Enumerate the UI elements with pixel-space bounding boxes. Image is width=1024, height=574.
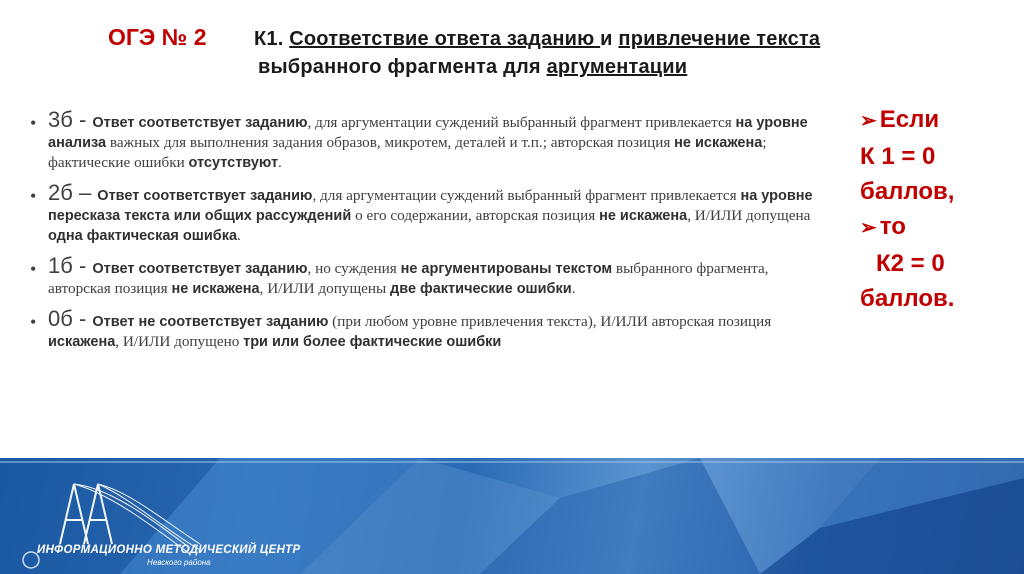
arrow-icon: ➢ xyxy=(860,110,877,132)
criterion-bold-text: Ответ соответствует заданию xyxy=(92,115,308,131)
arrow-icon: ➢ xyxy=(860,217,877,239)
title-line-1 xyxy=(254,28,820,51)
criterion-text: , И/ИЛИ допущено xyxy=(115,333,244,350)
criterion-bold-text: на уровне анализа xyxy=(48,115,808,151)
criterion-text: о его содержании, авторская позиция xyxy=(351,207,600,224)
criterion-score: 2б – xyxy=(48,180,98,205)
criterion-score: 0б - xyxy=(48,306,93,331)
bullet-dot-icon: • xyxy=(30,186,37,206)
title-part-1: Соответствие ответа заданию xyxy=(289,28,601,50)
side-note xyxy=(860,102,1010,316)
footer-banner xyxy=(0,458,1024,574)
criterion-text: . xyxy=(278,154,282,171)
criterion-bold-text: две фактические ошибки xyxy=(390,281,572,297)
title-line-2 xyxy=(258,56,687,79)
criterion-bold-text: на уровне пересказа текста или общих рассуждений xyxy=(48,188,813,224)
criterion-text: , И/ИЛИ допущены xyxy=(259,280,391,297)
oge-label: ОГЭ № 2 xyxy=(108,24,207,50)
criterion-item xyxy=(30,306,830,352)
criterion-item xyxy=(30,107,830,173)
side-line-5: К2 = 0 xyxy=(876,250,945,277)
criterion-text: . xyxy=(571,280,576,297)
criterion-text: (при любом уровне привлечения текста), И/ИЛИ авторская позиция xyxy=(328,313,772,330)
criterion-text: , для аргументации суждений выбранный фрагмент привлекается xyxy=(312,187,741,204)
criterion-text: . xyxy=(237,227,241,244)
side-line-2: К 1 = 0 xyxy=(860,143,936,170)
criterion-score: 1б - xyxy=(48,253,93,278)
side-line-4 xyxy=(860,209,1010,246)
criterion-bold-text: искажена xyxy=(48,334,116,350)
criterion-bold-text: не искажена xyxy=(674,135,763,151)
side-line-1 xyxy=(860,102,1010,139)
slide-header xyxy=(108,22,928,92)
criterion-score: 3б - xyxy=(48,107,93,132)
criterion-bold-text: не искажена xyxy=(599,208,688,224)
title-and: и xyxy=(600,28,619,50)
title-line2-part-2: аргументации xyxy=(546,56,688,78)
criterion-bold-text: отсутствуют xyxy=(188,155,279,171)
k1-prefix: К1. xyxy=(254,28,290,50)
criterion-item xyxy=(30,180,830,246)
criterion-text: выбранного фрагмента, авторская позиция xyxy=(48,260,769,297)
logo-subtext: Невского района xyxy=(147,558,211,567)
side-then: то xyxy=(879,213,906,240)
bullet-dot-icon: • xyxy=(30,113,37,133)
bullet-dot-icon: • xyxy=(30,259,37,279)
side-line-3: баллов, xyxy=(860,178,955,205)
criterion-bold-text: не искажена xyxy=(171,281,260,297)
footer-background-shapes xyxy=(0,458,1024,574)
criterion-bold-text: Ответ соответствует заданию xyxy=(97,188,313,204)
criterion-bold-text: Ответ не соответствует заданию xyxy=(92,314,329,330)
logo-text: ИНФОРМАЦИОННО МЕТОДИЧЕСКИЙ ЦЕНТР xyxy=(37,544,301,556)
criteria-list xyxy=(30,107,830,362)
side-if: Если xyxy=(879,106,940,133)
title-part-2: привлечение текста xyxy=(618,28,821,50)
criterion-text: , И/ИЛИ допущена xyxy=(687,207,811,224)
title-line2-part-1: выбранного фрагмента для xyxy=(258,56,547,78)
criterion-bold-text: не аргументированы текстом xyxy=(400,261,613,277)
criterion-bold-text: одна фактическая ошибка xyxy=(48,228,238,244)
criterion-text: , для аргументации суждений выбранный фрагмент привлекается xyxy=(307,114,736,131)
criterion-text: важных для выполнения задания образов, микротем, деталей и т.п.; авторская позиция xyxy=(106,134,675,151)
criterion-item xyxy=(30,253,830,299)
criterion-bold-text: Ответ соответствует заданию xyxy=(92,261,308,277)
criterion-text: , но суждения xyxy=(307,260,401,277)
bullet-dot-icon: • xyxy=(30,312,37,332)
criterion-bold-text: три или более фактические ошибки xyxy=(243,334,502,350)
side-line-6: баллов. xyxy=(860,285,955,312)
criterion-text: ; фактические ошибки xyxy=(48,134,767,171)
